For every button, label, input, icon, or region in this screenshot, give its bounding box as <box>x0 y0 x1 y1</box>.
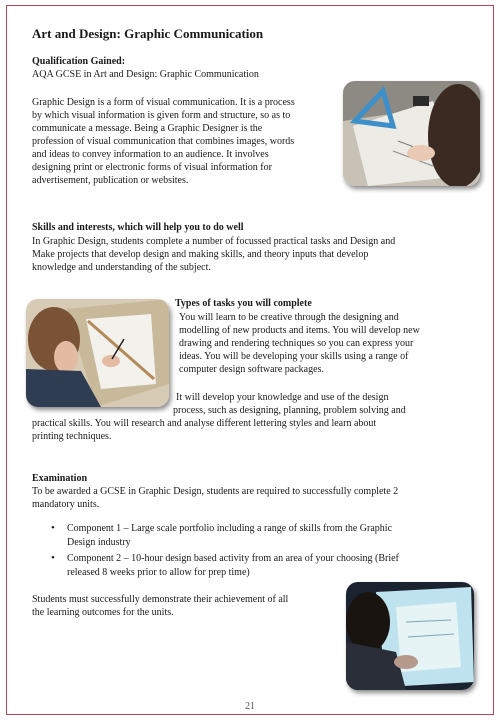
tasks-line: You will learn to be creative through the designing and <box>179 312 399 323</box>
tasks-line: modelling of new products and items. You will develop new <box>179 325 420 336</box>
photo-technical-drawing <box>343 81 480 186</box>
tasks-line: practical skills. You will research and analyse different lettering styles and learn about <box>32 418 377 429</box>
exam-line: To be awarded a GCSE in Graphic Design, students are required to successfully complete 2 <box>32 486 399 497</box>
intro-line: advertisement, publication or websites. <box>32 175 189 186</box>
exam-components-list <box>47 522 467 582</box>
skills-line: Make projects that develop design and making skills, and theory inputs that develop <box>32 249 369 260</box>
intro-line: and ideas to convey information to an audience. It involves <box>32 149 269 160</box>
intro-line: communicate a message. Being a Graphic Designer is the <box>32 123 263 134</box>
skills-line: knowledge and understanding of the subject. <box>32 262 211 273</box>
closing-line: the learning outcomes for the units. <box>32 607 174 618</box>
tasks-line: It will develop your knowledge and use of the design <box>176 392 389 403</box>
qualification-heading: Qualification Gained: <box>32 56 126 67</box>
photo-light-box <box>346 582 474 690</box>
tasks-line: printing techniques. <box>32 431 112 442</box>
list-item: • Component 2 – 10-hour design based activity from an area of your choosing (Brief released 8 weeks prior to allow for prep time) <box>47 552 467 579</box>
tasks-line: process, such as designing, planning, problem solving and <box>173 405 406 416</box>
exam-line: mandatory units. <box>32 499 100 510</box>
skills-heading: Skills and interests, which will help you to do well <box>32 222 244 233</box>
tasks-heading: Types of tasks you will complete <box>175 298 312 309</box>
exam-heading: Examination <box>32 473 88 484</box>
closing-line: Students must successfully demonstrate their achievement of all <box>32 594 289 605</box>
tasks-line: ideas. You will be developing your skills using a range of <box>179 351 409 362</box>
document-page <box>6 5 494 715</box>
photo-student-drawing <box>26 299 169 407</box>
list-item: • Component 1 – Large scale portfolio including a range of skills from the Graphic Design industry <box>47 522 467 549</box>
intro-line: Graphic Design is a form of visual communication. It is a process <box>32 97 295 108</box>
page-number: 21 <box>245 701 255 712</box>
skills-line: In Graphic Design, students complete a number of focussed practical tasks and Design and <box>32 236 396 247</box>
tasks-line: drawing and rendering techniques so you can express your <box>179 338 414 349</box>
page-title: Art and Design: Graphic Communication <box>32 26 264 41</box>
tasks-line: computer design software packages. <box>179 364 324 375</box>
intro-line: designing print or electronic forms of visual information for <box>32 162 272 173</box>
qualification-value: AQA GCSE in Art and Design: Graphic Communication <box>32 69 259 80</box>
intro-line: by which visual information is given form and structure, so as to <box>32 110 291 121</box>
intro-line: profession of visual communication that combines images, words <box>32 136 295 147</box>
